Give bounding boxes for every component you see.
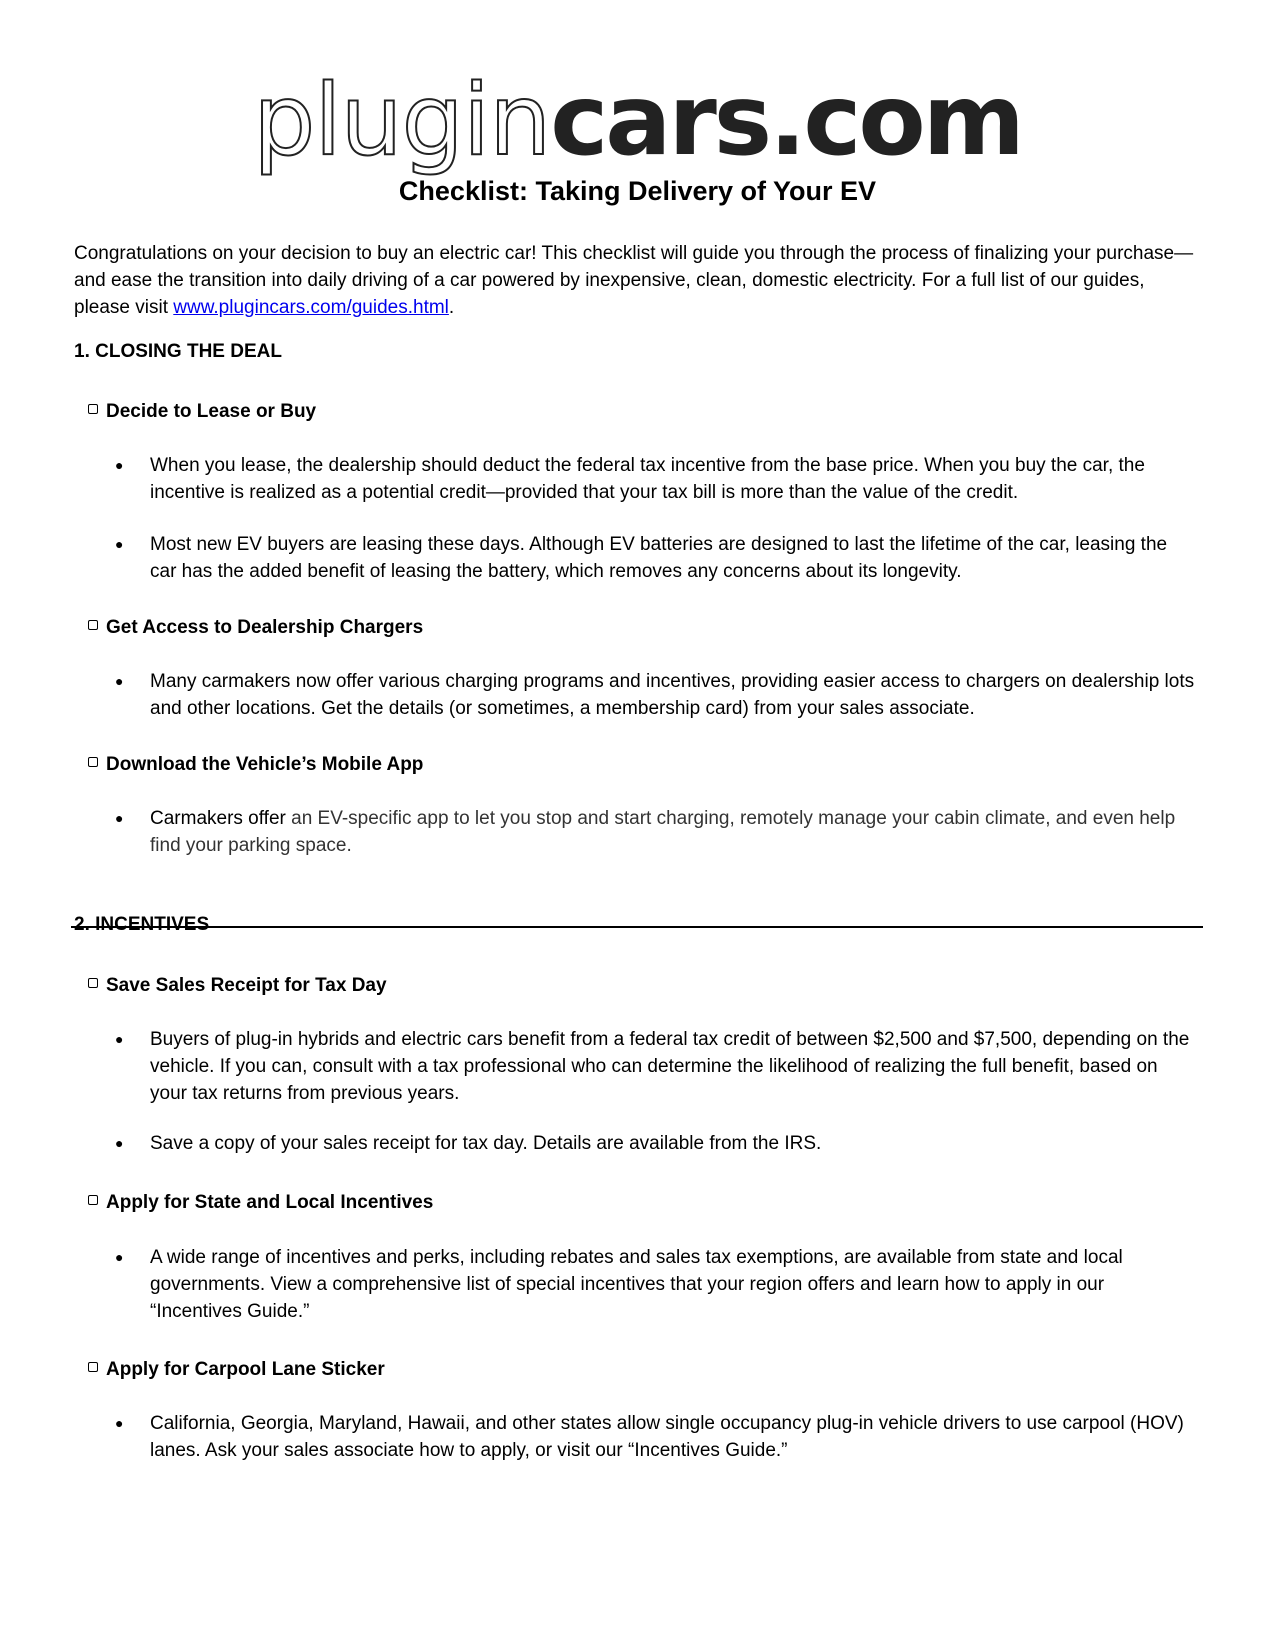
page-title: Checklist: Taking Delivery of Your EV	[398, 176, 877, 206]
checklist-item-label: Download the Vehicle’s Mobile App	[106, 754, 424, 775]
checklist-item-label: Save Sales Receipt for Tax Day	[106, 975, 387, 996]
list-item	[115, 452, 1195, 506]
checklist-item-state-local-incentives[interactable]	[88, 1191, 433, 1215]
section-title-closing-the-deal: 1. CLOSING THE DEAL	[74, 341, 282, 362]
list-item	[115, 1410, 1195, 1464]
checklist-item-dealership-chargers[interactable]	[88, 616, 423, 640]
checkbox-icon[interactable]	[88, 978, 98, 988]
checklist-item-label: Decide to Lease or Buy	[106, 401, 317, 422]
bullet-text-lead: Carmakers offer	[150, 808, 286, 829]
checklist-item-label: Get Access to Dealership Chargers	[106, 617, 424, 638]
bullet-icon: ●	[115, 1135, 124, 1151]
bullet-text: Many carmakers now offer various charging programs and incentives, providing easier access to chargers on dealership lots and other locations. Get the details (or sometimes, a membership card) from your sales associate.	[150, 671, 1195, 719]
checklist-item-mobile-app[interactable]	[88, 753, 423, 777]
checklist-item-carpool-sticker[interactable]	[88, 1358, 385, 1382]
bullet-icon: ●	[115, 1249, 124, 1265]
checklist-item-sales-receipt[interactable]	[88, 974, 387, 998]
bullet-text	[150, 805, 1195, 859]
logo-outline-text: plugin	[253, 64, 551, 178]
list-item	[115, 805, 1195, 859]
intro-paragraph	[74, 240, 1204, 321]
list-item	[115, 1244, 1195, 1325]
intro-text-end: .	[448, 297, 455, 318]
checkbox-icon[interactable]	[88, 404, 98, 414]
list-item	[115, 1130, 1195, 1157]
section-divider	[71, 926, 1203, 928]
list-item	[115, 668, 1195, 722]
checklist-item-label: Apply for State and Local Incentives	[106, 1192, 434, 1213]
bullet-text: Buyers of plug-in hybrids and electric cars benefit from a federal tax credit of between $2,500 and $7,500, depending on the vehicle. If you can, consult with a tax professional who can determine the likelihood of realizing the full benefit, based on your tax returns from previous years.	[150, 1029, 1190, 1104]
bullet-text: Save a copy of your sales receipt for tax day. Details are available from the IRS.	[150, 1133, 822, 1154]
checkbox-icon[interactable]	[88, 620, 98, 630]
checkbox-icon[interactable]	[88, 757, 98, 767]
bullet-text: When you lease, the dealership should deduct the federal tax incentive from the base price. When you buy the car, the incentive is realized as a potential credit—provided that your tax bill is more than the value of the credit.	[150, 455, 1145, 503]
bullet-icon: ●	[115, 810, 124, 826]
checkbox-icon[interactable]	[88, 1362, 98, 1372]
intro-text: Congratulations on your decision to buy an electric car! This checklist will guide you through the process of finalizing your purchase—and ease the transition into daily driving of a car powered by inexpensive, clean, domestic electricity. For a full list of our guides, please visit	[74, 243, 1194, 318]
bullet-text: Most new EV buyers are leasing these days. Although EV batteries are designed to last the lifetime of the car, leasing the car has the added benefit of leasing the battery, which removes any concerns about its longevity.	[150, 534, 1168, 582]
checklist-item-label: Apply for Carpool Lane Sticker	[106, 1359, 385, 1380]
checklist-item-lease-or-buy[interactable]	[88, 400, 316, 424]
bullet-text: California, Georgia, Maryland, Hawaii, and other states allow single occupancy plug-in vehicle drivers to use carpool (HOV) lanes. Ask your sales associate how to apply, or visit our “Incentives Guide.”	[150, 1413, 1184, 1461]
guides-link[interactable]: www.plugincars.com/guides.html	[173, 297, 449, 318]
bullet-icon: ●	[115, 1415, 124, 1431]
bullet-text-rest: an EV-specific app to let you stop and start charging, remotely manage your cabin climate, and even help find your parking space.	[150, 808, 1176, 856]
list-item	[115, 1026, 1195, 1107]
checkbox-icon[interactable]	[88, 1195, 98, 1205]
bullet-icon: ●	[115, 673, 124, 689]
logo-solid-text: cars.com	[550, 64, 1022, 178]
section-title-incentives: 2. INCENTIVES	[74, 914, 210, 935]
bullet-text: A wide range of incentives and perks, including rebates and sales tax exemptions, are available from state and local governments. View a comprehensive list of special incentives that your region offers and learn how to apply in our “Incentives Guide.”	[150, 1247, 1123, 1322]
bullet-icon: ●	[115, 1031, 124, 1047]
bullet-icon: ●	[115, 536, 124, 552]
bullet-icon: ●	[115, 457, 124, 473]
list-item	[115, 531, 1195, 585]
plugincars-logo	[0, 66, 1275, 176]
